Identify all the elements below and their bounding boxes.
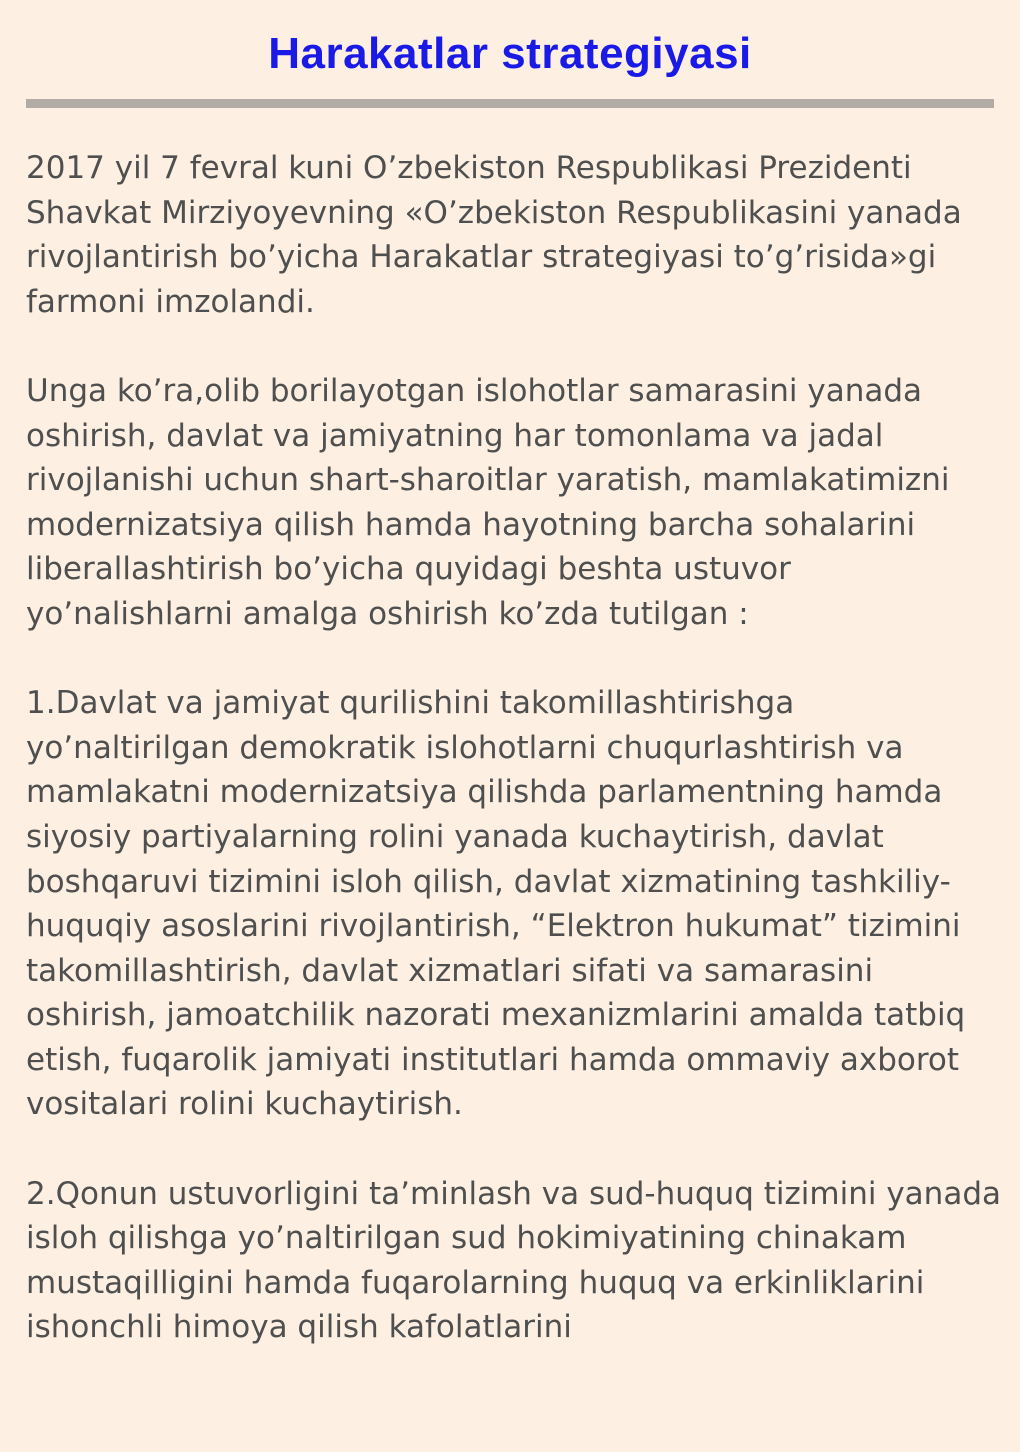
paragraph-intro: 2017 yil 7 fevral kuni O’zbekiston Respublikasi Prezidenti Shavkat Mirziyoyevning «O’zbekiston Respublikasini yanada rivojlantirish bo’yicha Harakatlar strategiyasi to’g’risida»gi farmoni imzolandi. — [26, 150, 962, 320]
page-title: Harakatlar strategiyasi — [268, 29, 752, 78]
paragraph-point-2: 2.Qonun ustuvorligini ta’minlash va sud-huquq tizimini yanada isloh qilishga yo’naltirilgan sud hokimiyatining chinakam mustaqilligini hamda fuqarolarning huquq va erkinliklarini ishonchli himoya qilish kafolatlarini — [26, 1175, 1002, 1346]
article-body[interactable] — [26, 146, 1001, 1395]
paragraph-priorities: Unga ko’ra,olib borilayotgan islohotlar samarasini yanada oshirish, davlat va jamiyatning har tomonlama va jadal rivojlanishi uchun shart-sharoitlar yaratish, mamlakatimizni modernizatsiya qilish hamda hayotning barcha sohalarini liberallashtirish bo’yicha quyidagi beshta ustuvor yo’nalishlarni amalga oshirish ko’zda tutilgan : — [26, 372, 950, 632]
paragraph-point-1: 1.Davlat va jamiyat qurilishini takomillashtirishga yo’naltirilgan demokratik islohotlarni chuqurlashtirish va mamlakatni modernizatsiya qilishda parlamentning hamda siyosiy partiyalarning rolini yanada kuchaytirish, davlat boshqaruvi tizimini isloh qilish, davlat xizmatining tashkiliy-huquqiy asoslarini rivojlantirish, “Elektron hukumat” tizimini takomillashtirish, davlat xizmatlari sifati va samarasini oshirish, jamoatchilik nazorati mexanizmlarini amalda tatbiq etish, fuqarolik jamiyati institutlari hamda ommaviy axborot vositalari rolini kuchaytirish. — [26, 685, 966, 1123]
title-divider — [26, 99, 994, 108]
